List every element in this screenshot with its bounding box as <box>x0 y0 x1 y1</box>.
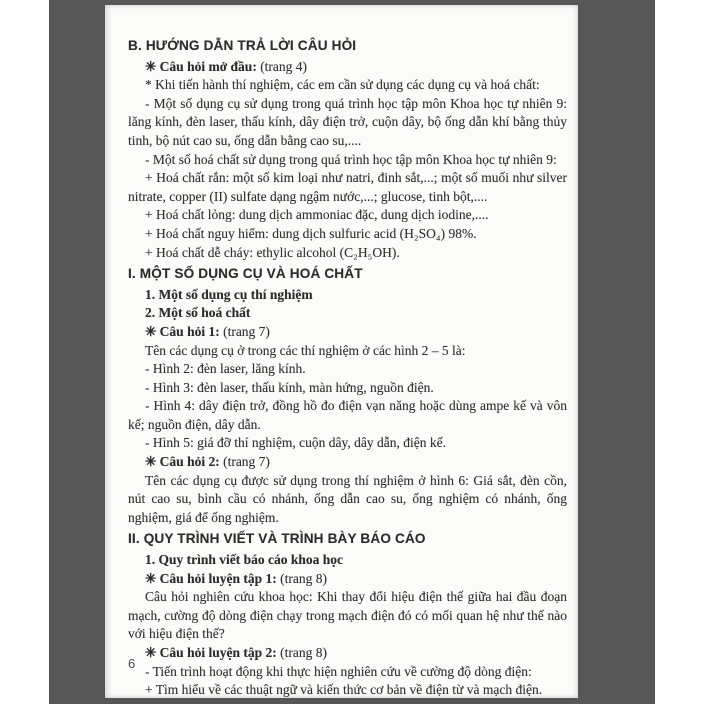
section-heading-i: I. MỘT SỐ DỤNG CỤ VÀ HOÁ CHẤT <box>128 266 363 282</box>
body-paragraph: + Hoá chất dễ cháy: ethylic alcohol (C₂H₅OH). <box>145 244 400 260</box>
body-paragraph: - Tiến trình hoạt động khi thực hiện nghiên cứu về cường độ dòng điện: <box>145 663 532 679</box>
question-practice-2 <box>128 644 567 663</box>
question-label: ✳ Câu hỏi 2: <box>145 454 220 470</box>
question-1 <box>128 323 567 342</box>
question-pageref: (trang 8) <box>276 645 327 660</box>
question-pageref: (trang 7) <box>219 454 270 470</box>
body-paragraph: + Tìm hiểu về các thuật ngữ và kiến thức cơ bản về điện từ và mạch điện. <box>145 682 543 698</box>
question-practice-1 <box>128 570 567 589</box>
body-paragraph: - Hình 2: đèn laser, lăng kính. <box>145 361 306 377</box>
body-paragraph: Tên các dụng cụ được sử dụng trong thí nghiệm ở hình 6: Giá sắt, đèn cồn, nút cao su, bình cầu có nhánh, ống dẫn cao su, ống nghiệm có nhánh, ống nghiệm, giá để ống nghiệm. <box>128 472 567 525</box>
book-page <box>105 5 578 698</box>
body-paragraph: - Một số dụng cụ sử dụng trong quá trình học tập môn Khoa học tự nhiên 9: lăng kính, đèn laser, thấu kính, dây điện trở, cuộn dây, bộ ống dẫn khí bằng thủy tinh, bộ nút cao su, ống dẫn bằng cao su,.... <box>128 95 567 148</box>
question-label: ✳ Câu hỏi 1: <box>145 323 220 339</box>
question-pageref: (trang 8) <box>276 570 327 586</box>
body-paragraph: + Hoá chất lỏng: dung dịch ammoniac đặc, dung dịch iodine,.... <box>145 207 489 223</box>
question-label: ✳ Câu hỏi luyện tập 2: <box>145 645 277 660</box>
body-paragraph: Tên các dụng cụ ở trong các thí nghiệm ở các hình 2 – 5 là: <box>145 342 466 358</box>
subsection-title: 1. Một số dụng cụ thí nghiệm <box>145 286 313 302</box>
subsection-title: 2. Một số hoá chất <box>145 305 251 321</box>
body-paragraph: - Hình 5: giá đỡ thí nghiệm, cuộn dây, dây dẫn, điện kế. <box>145 435 446 451</box>
page-number: 6 <box>128 656 136 671</box>
question-pageref: (trang 4) <box>256 58 308 74</box>
body-paragraph: + Hoá chất nguy hiểm: dung dịch sulfuric acid (H₂SO₄) 98%. <box>145 225 477 241</box>
page-body <box>105 5 578 698</box>
question-label: ✳ Câu hỏi luyện tập 1: <box>145 570 277 586</box>
body-paragraph: Câu hỏi nghiên cứu khoa học: Khi thay đổi hiệu điện thế giữa hai đầu đoạn mạch, cường độ dòng điện chạy trong mạch điện đó có mối quan hệ như thế nào với hiệu điện thế? <box>128 589 567 642</box>
question-label: ✳ Câu hỏi mở đầu: <box>145 58 257 74</box>
section-heading-ii: II. QUY TRÌNH VIẾT VÀ TRÌNH BÀY BÁO CÁO <box>128 531 426 547</box>
section-heading-b: B. HƯỚNG DẪN TRẢ LỜI CÂU HỎI <box>128 38 357 53</box>
body-paragraph: - Một số hoá chất sử dụng trong quá trình học tập môn Khoa học tự nhiên 9: <box>145 151 557 167</box>
question-opening <box>128 58 567 77</box>
body-paragraph: - Hình 3: đèn laser, thấu kính, màn hứng, nguồn điện. <box>145 379 434 395</box>
body-paragraph: * Khi tiến hành thí nghiệm, các em cần sử dụng các dụng cụ và hoá chất: <box>145 77 540 93</box>
question-pageref: (trang 7) <box>219 323 270 339</box>
body-paragraph: - Hình 4: dây điện trở, đồng hồ đo điện vạn năng hoặc dùng ampe kế và vôn kế; nguồn điện, dây dẫn. <box>128 398 567 432</box>
body-paragraph: + Hoá chất rắn: một số kim loại như natri, đinh sắt,...; một số muối như silver nitrate, copper (II) sulfate dạng ngậm nước,...; glucose, tinh bột,.... <box>128 170 567 204</box>
question-2 <box>128 453 567 472</box>
subsection-title: 1. Quy trình viết báo cáo khoa học <box>145 552 344 568</box>
